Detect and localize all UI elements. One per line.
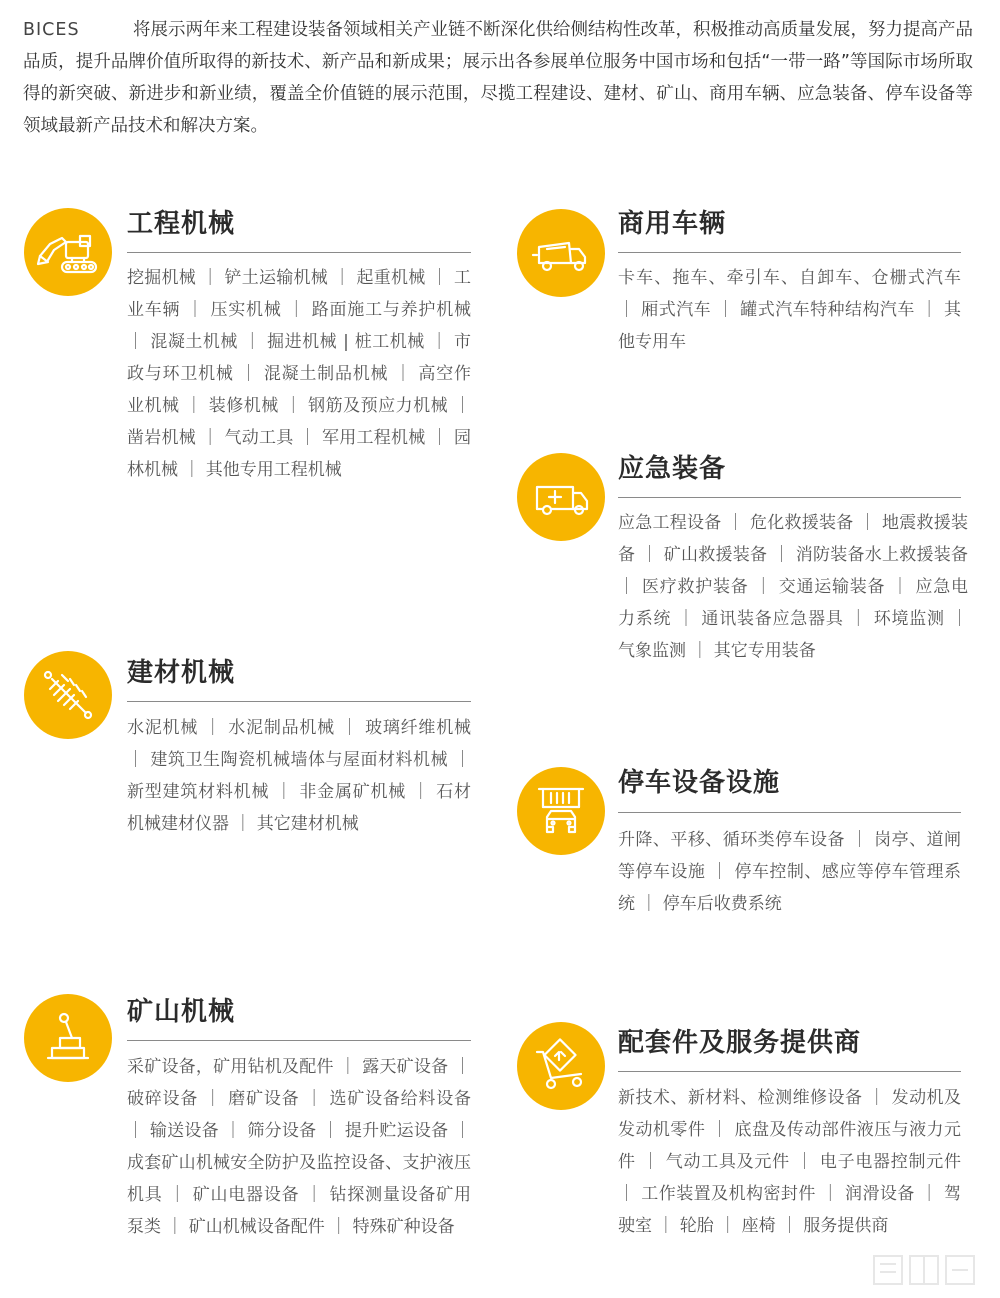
category-divider [618, 252, 961, 253]
truck-icon [517, 209, 605, 297]
category-divider [618, 497, 961, 498]
category-items-commercial: 卡车、拖车、牵引车、自卸车、仓栅式汽车 ｜ 厢式汽车 ｜ 罐式汽车特种结构汽车 ｜ 其他专用车 [618, 268, 961, 352]
category-divider [618, 1071, 961, 1072]
category-items-parking: 升降、平移、循环类停车设备 ｜ 岗亭、道闸等停车设施 ｜ 停车控制、感应等停车管理系统 ｜ 停车后收费系统 [618, 830, 961, 914]
mining-icon [24, 994, 112, 1082]
category-title-engineering: 工程机械 [127, 209, 236, 239]
category-divider [127, 1040, 471, 1041]
intro-text: 将展示两年来工程建设装备领域相关产业链不断深化供给侧结构性改革，积极推动高质量发展，努力提高产品品质，提升品牌价值所取得的新技术、新产品和新成果；展示出各参展单位服务中国市场和包括“一带一路”等国际市场所取得的新突破、新进步和新业绩，覆盖全价值链的展示范围，尽揽工程建设、建材、矿山、商用车辆、应急装备、停车设备等领域最新产品技术和解决方案。 [23, 20, 973, 136]
category-items-building: 水泥机械 ｜ 水泥制品机械 ｜ 玻璃纤维机械 ｜ 建筑卫生陶瓷机械墙体与屋面材料机械 ｜ 新型建筑材料机械 ｜ 非金属矿机械 ｜ 石材机械建材仪器 ｜ 其它建材机械 [127, 718, 471, 834]
category-title-parts: 配套件及服务提供商 [618, 1028, 862, 1058]
building-materials-icon [24, 651, 112, 739]
intro-paragraph [23, 14, 973, 142]
category-title-emergency: 应急装备 [618, 454, 727, 484]
category-divider [618, 812, 961, 813]
category-items-parts: 新技术、新材料、检测维修设备 ｜ 发动机及发动机零件 ｜ 底盘及传动部件液压与液力元件 ｜ 气动工具及元件 ｜ 电子电器控制元件 ｜ 工作装置及机构密封件 ｜ 润滑设备 ｜ 驾驶室 ｜ 轮胎 ｜ 座椅 ｜ 服务提供商 [618, 1088, 961, 1236]
category-divider [127, 252, 471, 253]
parts-cart-icon [517, 1022, 605, 1110]
category-title-mining: 矿山机械 [127, 997, 236, 1027]
ambulance-icon [517, 453, 605, 541]
category-items-emergency: 应急工程设备 ｜ 危化救援装备 ｜ 地震救援装备 ｜ 矿山救援装备 ｜ 消防装备水上救援装备 ｜ 医疗救护装备 ｜ 交通运输装备 ｜ 应急电力系统 ｜ 通讯装备应急器具 ｜ 环境监测 ｜ 气象监测 ｜ 其它专用装备 [618, 513, 968, 661]
parking-icon [517, 767, 605, 855]
category-items-mining: 采矿设备，矿用钻机及配件 ｜ 露天矿设备 ｜ 破碎设备 ｜ 磨矿设备 ｜ 选矿设备给料设备 ｜ 输送设备 ｜ 筛分设备 ｜ 提升贮运设备 ｜ 成套矿山机械安全防护及监控设备、支护液压机具 ｜ 矿山电器设备 ｜ 钻探测量设备矿用泵类 ｜ 矿山机械设备配件 ｜ 特殊矿种设备 [127, 1057, 471, 1237]
category-items-engineering: 挖掘机械 ｜ 铲土运输机械 ｜ 起重机械 ｜ 工业车辆 ｜ 压实机械 ｜ 路面施工与养护机械 ｜ 混凝土机械 ｜ 掘进机械 | 桩工机械 ｜ 市政与环卫机械 ｜ 混凝土制品机械 ｜ 高空作业机械 ｜ 装修机械 ｜ 钢筋及预应力机械 ｜ 凿岩机械 ｜ 气动工具 ｜ 军用工程机械 ｜ 园林机械 ｜ 其他专用工程机械 [127, 268, 471, 480]
category-title-parking: 停车设备设施 [618, 768, 781, 798]
brand-name: BICES [23, 20, 80, 40]
category-divider [127, 701, 471, 702]
excavator-icon [24, 208, 112, 296]
watermark-logo [870, 1250, 990, 1290]
category-title-commercial: 商用车辆 [618, 209, 727, 239]
category-title-building: 建材机械 [127, 658, 236, 688]
